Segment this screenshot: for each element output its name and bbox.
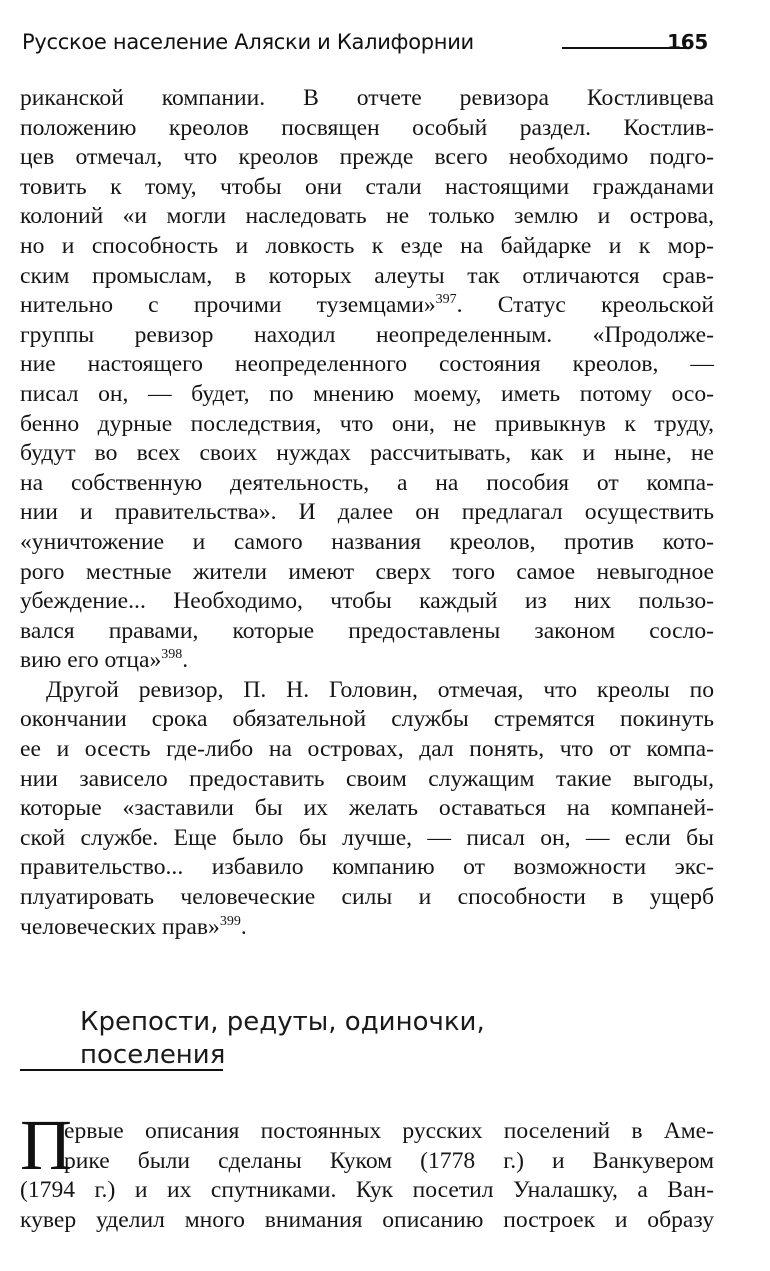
text-line: правительство... избавило компанию от возможности экс-: [20, 854, 714, 881]
text-line: нии и правительства». И далее он предлагал осуществить: [20, 499, 714, 526]
section-heading-line: Крепости, редуты, одиночки,: [80, 1007, 485, 1037]
text-line: Другой ревизор, П. Н. Головин, отмечая, что креолы по: [46, 676, 714, 703]
text-line: окончании срока обязательной службы стремятся покинуть: [20, 706, 714, 733]
text-line: рике были сделаны Куком (1778 г.) и Ванкувером: [64, 1147, 714, 1174]
main-text: [20, 84, 714, 942]
text-line: кувер уделил много внимания описанию построек и образу: [20, 1206, 714, 1233]
section-heading-line: поселения: [80, 1040, 226, 1070]
page-number: 165: [667, 30, 708, 54]
section-rule: [20, 1069, 223, 1071]
text-line: группы ревизор находил неопределенным. «Продолже-: [20, 321, 714, 348]
text-line: вался правами, которые предоставлены законом сосло-: [20, 617, 714, 644]
text-line: колоний «и могли наследовать не только землю и острова,: [20, 203, 714, 230]
text-line: будут во всех своих нуждах рассчитывать, как и ныне, не: [20, 440, 714, 467]
text-line: положению креолов посвящен особый раздел. Костлив-: [20, 114, 714, 141]
text-fragment: вию его отца»: [20, 647, 162, 674]
text-line: но и способность и ловкость к езде на байдарке и к мор-: [20, 232, 714, 259]
running-header: [22, 26, 712, 58]
text-line: (1794 г.) и их спутниками. Кук посетил Уналашку, а Ван-: [20, 1177, 714, 1204]
text-line: бенно дурные последствия, что они, не привыкнув к труду,: [20, 410, 714, 437]
text-line: которые «заставили бы их желать оставаться на компаней-: [20, 795, 714, 822]
text-line: ервые описания постоянных русских поселений в Аме-: [64, 1118, 714, 1144]
text-line: человеческих прав»$^{399}$.: [20, 913, 247, 940]
paragraph-2: [20, 676, 714, 942]
text-line: [20, 291, 714, 321]
text-line: риканской компании. В отчете ревизора Костливцева: [20, 85, 714, 111]
text-line: убеждение... Необходимо, чтобы каждый из них пользо-: [20, 588, 714, 615]
text-line: плуатировать человеческие силы и способности в ущерб: [20, 884, 714, 911]
text-line: ской службе. Еще было бы лучше, — писал он, — если бы: [20, 824, 714, 851]
paragraph-1: [20, 84, 714, 676]
paragraph-3: [20, 1105, 714, 1235]
text-line: ским промыслам, в которых алеуты так отличаются срав-: [20, 262, 714, 289]
footnote-ref-399: 399: [219, 913, 241, 929]
footnote-ref-397: 397: [435, 292, 457, 308]
text-line: ние настоящего неопределенного состояния креолов, —: [20, 351, 714, 378]
text-fragment: . Статус креольской: [456, 292, 714, 319]
section-heading: [80, 1006, 640, 1072]
running-title: Русское население Аляски и Калифорнии: [22, 30, 474, 54]
text-line: на собственную деятельность, а на пособия от компа-: [20, 469, 714, 496]
text-line: «уничтожение и самого названия креолов, против кото-: [20, 528, 714, 555]
text-line: вию его отца»$^{398}$.: [20, 647, 189, 674]
text-line: ее и осесть где-либо на островах, дал понять, что от компа-: [20, 736, 714, 763]
footnote-ref-398: 398: [161, 647, 183, 663]
text-fragment: человеческих прав»: [20, 913, 220, 940]
text-fragment: нительно с прочими туземцами»: [20, 292, 436, 319]
text-line: товить к тому, чтобы они стали настоящими гражданами: [20, 173, 714, 200]
drop-cap: П: [20, 1105, 72, 1185]
text-line: писал он, — будет, по мнению моему, иметь потому осо-: [20, 380, 714, 407]
text-line: рого местные жители имеют сверх того самое невыгодное: [20, 558, 714, 585]
text-line: цев отмечал, что креолов прежде всего необходимо подго-: [20, 144, 714, 171]
text-line: нии зависело предоставить своим служащим такие выгоды,: [20, 765, 714, 792]
